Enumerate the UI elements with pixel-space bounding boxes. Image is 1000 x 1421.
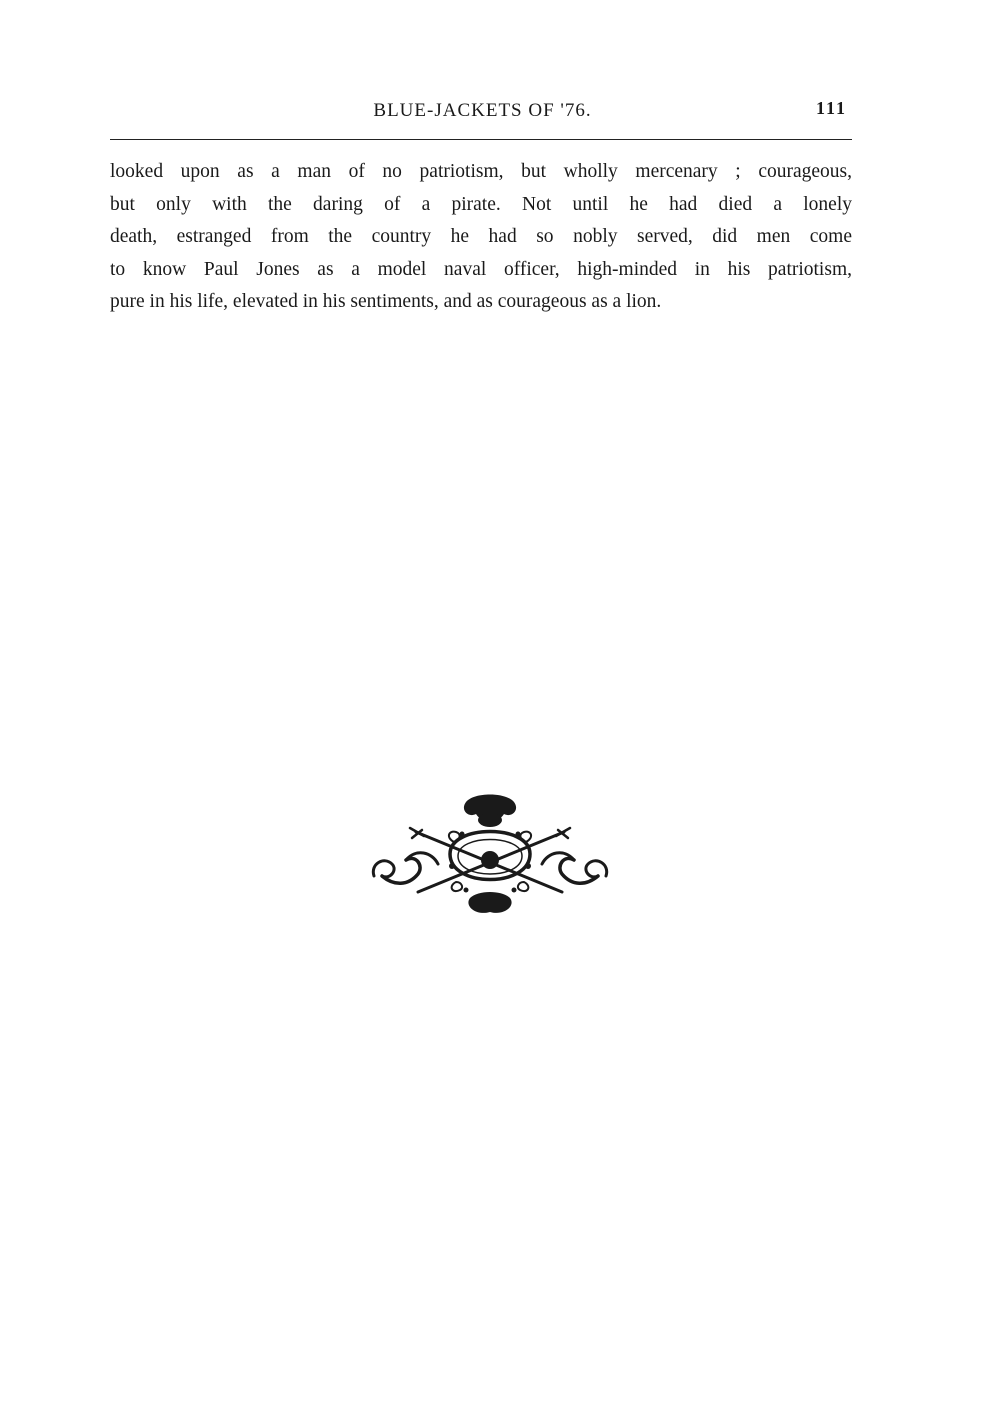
header-rule — [110, 139, 852, 140]
text-line: pure in his life, elevated in his sentiments, and as courageous as a lion. — [110, 291, 662, 313]
text-line: to know Paul Jones as a model naval officer, high-minded in his patriotism, — [110, 258, 852, 280]
body-paragraph — [110, 156, 852, 319]
running-title: BLUE-JACKETS OF '76. — [373, 100, 592, 121]
text-line: but only with the daring of a pirate. Not until he had died a lonely — [110, 193, 852, 215]
crossed-swords-ribbon-ornament-icon — [366, 794, 614, 918]
running-head — [110, 98, 855, 128]
text-line: death, estranged from the country he had so nobly served, did men come — [110, 226, 852, 248]
text-line: looked upon as a man of no patriotism, but wholly mercenary ; courageous, — [110, 161, 852, 182]
page-number: 111 — [815, 98, 847, 118]
